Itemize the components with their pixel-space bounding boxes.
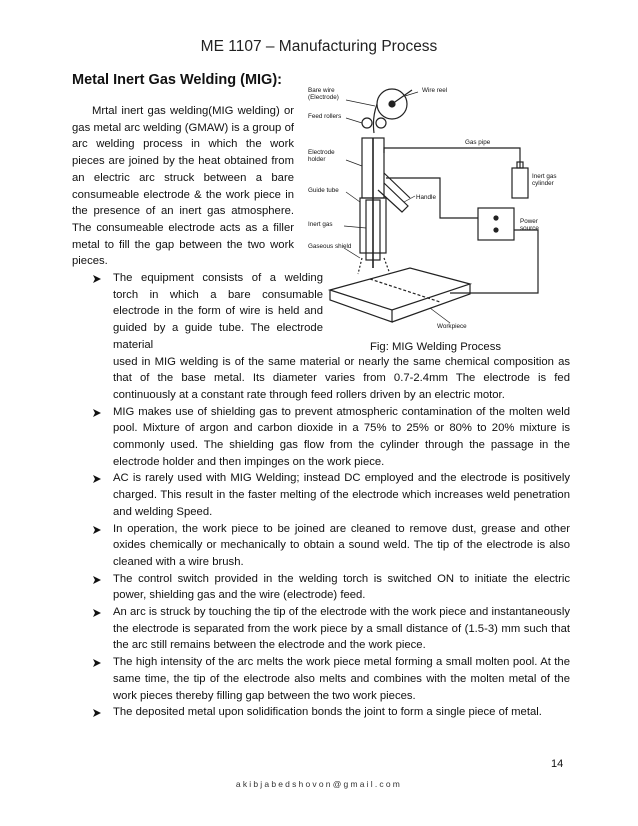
intro-paragraph [72,103,294,270]
footer-email: akibjabedshovon@gmail.com [235,779,403,789]
bullet-text: AC is rarely used with MIG Welding; instead DC employed and the electrode is positively charged. This result in the faster melting of the electrode which increases weld penetration and welding Speed. [113,472,570,518]
label-handle: Handle [416,194,436,201]
feed-roller-left [362,118,372,128]
arrow-bullet-icon [92,470,106,484]
label-gaseous-shield: Gaseous shield [308,243,352,250]
figure-caption: Fig: MIG Welding Process [370,341,502,353]
label-inert-gas-2: Inert gas [308,221,333,228]
list-item [92,470,570,520]
arrow-bullet-icon [92,521,106,535]
label-electrode: Electrode [308,149,335,156]
arrow-bullet-icon [92,654,106,668]
label-gas-pipe: Gas pipe [465,139,491,146]
arrow-bullet-icon [92,704,106,718]
arrow-bullet-icon [92,404,106,418]
bullet-text-continued: used in MIG welding is of the same material or nearly the same chemical composition as that of the base metal. Its diameter varies from 0.7-2.4mm The electrode is fed continuously at a constant rate through feed rollers driven by an electric motor. [113,355,570,401]
arrow-bullet-icon [92,571,106,585]
label-wire-reel: Wire reel [422,87,448,94]
list-item [92,704,570,721]
label-workpiece: Workpiece [437,323,467,330]
bullet-list [92,270,570,721]
label-bare-wire: Bare wire [308,87,335,94]
page-header: ME 1107 – Manufacturing Process [200,38,438,55]
label-guide-tube: Guide tube [308,187,339,194]
list-item [92,604,570,654]
gas-pipe [384,148,520,168]
label-electrode-paren: (Electrode) [308,94,339,101]
bullet-text: The high intensity of the arc melts the work piece metal forming a small molten pool. At the same time, the tip of the electrode also melts and combines with the molten metal of the work pieces thereby filling gap between the two work pieces. [113,656,570,702]
bullet-text: In operation, the work piece to be joined are cleaned to remove dust, grease and other oxides chemically or mechanically to obtain a sound weld. The tip of the electrode is also cleaned with a wire brush. [113,522,570,568]
gas-cylinder [512,168,528,198]
bullet-text: The control switch provided in the welding torch is switched ON to initiate the electric power, shielding gas and the wire (electrode) feed. [113,572,570,602]
bullet-text: MIG makes use of shielding gas to prevent atmospheric contamination of the molten weld pool. Mixture of argon and carbon dioxide in a 75% to 25% or 80% to 20% mixture is commonly used. The shielding gas flow from the cylinder through the passage in the electrode holder and then impinges on the work piece. [113,405,570,468]
feed-roller-right [376,118,386,128]
page-number: 14 [551,758,564,770]
arrow-bullet-icon [92,604,106,618]
power-source [478,208,514,240]
section-title: Metal Inert Gas Welding (MIG): [72,72,282,88]
label-inert-gas-cylinder-1: Inert gas [532,173,557,180]
label-source: source [520,225,539,232]
label-cylinder: cylinder [532,180,554,187]
bullet-text: The deposited metal upon solidification bonds the joint to form a single piece of metal. [113,706,542,719]
bullet-text-first-part: The equipment consists of a welding torch in which a bare consumable electrode in the form of wire is held and guided by a guide tube. The electrode material [113,272,323,351]
label-power: Power [520,218,538,225]
bullet-text: An arc is struck by touching the tip of the electrode with the work piece and instantaneously the electrode is separated from the work piece by a small distance of (1.5-3) mm such that the arc still remains between the electrode and the work piece. [113,606,570,652]
list-item [92,404,570,471]
list-item [92,654,570,704]
intro-text: Mrtal inert gas welding(MIG welding) or gas metal arc welding (GMAW) is a group of arc welding process in which the work pieces are joined by the heat obtained from an electric arc struck between a bare consumeable electrode & the work piece in the presence of an inert gas atmosphere. The consumeable electrode acts as a filler metal to fill the gap between the two work pieces. [72,105,294,268]
list-item [92,270,570,404]
arrow-bullet-icon [92,270,106,284]
label-holder: holder [308,156,326,163]
label-feed-rollers: Feed rollers [308,113,342,120]
list-item [92,521,570,571]
list-item [92,571,570,604]
